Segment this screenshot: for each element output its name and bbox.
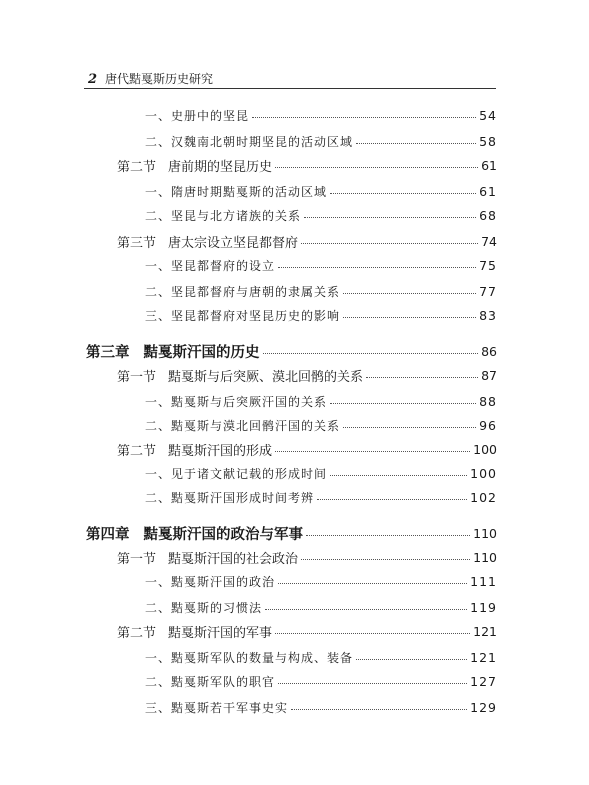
toc-page-number: 61 [479,183,497,199]
toc-entry-label [145,183,327,200]
toc-page-number: 100 [473,441,497,457]
dot-leader [330,193,476,194]
toc-item-row [145,647,497,667]
toc-item-row [145,305,497,325]
toc-page-number: 129 [470,699,497,715]
dot-leader [343,317,476,318]
page-number: 2 [88,72,98,87]
dot-leader [330,475,467,476]
toc-item-row [145,487,497,507]
toc-page-number: 75 [479,257,497,273]
toc-item-row [145,205,497,225]
toc-entry-title: 唐前期的坚昆历史 [168,159,273,175]
toc-page-number: 83 [479,307,497,323]
toc-entry-label [145,257,275,274]
toc-page-number: 121 [470,649,497,665]
header-rule [84,88,496,89]
dot-leader [356,143,476,144]
toc-entry-title: 三、黠戛斯若干军事史实 [145,700,289,715]
toc-entry-label [145,649,353,666]
dot-leader [343,427,476,428]
toc-entry-title: 二、黠戛斯的习惯法 [145,600,263,615]
toc-item-row [145,105,497,125]
toc-item-row [145,463,497,483]
toc-entry-title: 三、坚昆都督府对坚昆历史的影响 [145,308,341,323]
toc-section-row [117,365,497,385]
toc-entry-label [86,523,303,544]
dot-leader [366,377,478,378]
toc-page-number: 61 [481,157,497,173]
toc-entry-label [145,133,353,150]
toc-entry-number: 第四章 [86,525,130,543]
toc-entry-label [117,232,298,251]
dot-leader [306,535,470,536]
toc-entry-label [145,417,340,434]
toc-page-number: 86 [481,343,497,359]
toc-item-row [145,255,497,275]
toc-entry-title: 黠戛斯汗国的形成 [168,443,273,459]
toc-entry-number: 第一节 [117,369,157,385]
toc-page-number: 127 [470,673,497,689]
dot-leader [301,243,478,244]
dot-leader [252,117,476,118]
toc-entry-number: 第二节 [117,443,157,459]
dot-leader [275,451,470,452]
toc-entry-label [145,465,327,482]
toc-item-row [145,571,497,591]
toc-entry-title: 二、黠戛斯军队的职官 [145,674,276,689]
toc-section-row [117,621,497,641]
toc-page-number: 119 [470,599,497,615]
toc-entry-label [145,673,275,690]
running-header [88,70,213,87]
toc-entry-label [145,393,327,410]
toc-entry-label [117,366,363,385]
dot-leader [263,353,479,354]
toc-entry-label [145,699,288,716]
toc-page-number: 100 [470,465,497,481]
toc-page-number: 87 [481,367,497,383]
toc-section-row [117,155,497,175]
toc-page-number: 121 [473,623,497,639]
dot-leader [265,609,467,610]
toc-entry-title: 二、黠戛斯汗国形成时间考辨 [145,490,315,505]
toc-entry-label [145,207,301,224]
toc-entry-label [145,599,262,616]
toc-entry-title: 二、坚昆都督府与唐朝的隶属关系 [145,284,341,299]
toc-item-row [145,415,497,435]
toc-section-row [117,439,497,459]
book-title: 唐代黠戛斯历史研究 [105,72,214,86]
toc-item-row [145,181,497,201]
toc-entry-title: 唐太宗设立坚昆都督府 [168,235,299,251]
dot-leader [304,217,476,218]
dot-leader [278,267,476,268]
toc-entry-label [117,622,272,641]
toc-entry-number: 第三节 [117,235,157,251]
toc-entry-title: 黠戛斯汗国的历史 [143,343,260,361]
dot-leader [343,293,476,294]
dot-leader [330,403,476,404]
toc-entry-label [145,573,275,590]
toc-item-row [145,391,497,411]
dot-leader [317,499,467,500]
toc-item-row [145,697,497,717]
toc-entry-title: 二、黠戛斯与漠北回鹘汗国的关系 [145,418,341,433]
toc-entry-label [117,156,272,175]
toc-item-row [145,131,497,151]
toc-entry-title: 二、汉魏南北朝时期坚昆的活动区域 [145,134,354,149]
toc-entry-title: 黠戛斯汗国的社会政治 [168,551,299,567]
toc-entry-label [145,307,340,324]
dot-leader [301,559,470,560]
dot-leader [275,633,470,634]
toc-entry-title: 一、黠戛斯汗国的政治 [145,574,276,589]
dot-leader [278,683,467,684]
toc-entry-label [145,489,314,506]
toc-entry-title: 一、见于诸文献记载的形成时间 [145,466,328,481]
toc-page-number: 58 [479,133,497,149]
toc-page-number: 102 [470,489,497,505]
toc-page-number: 110 [473,549,497,565]
toc-entry-title: 二、坚昆与北方诸族的关系 [145,208,302,223]
toc-page-number: 74 [481,233,497,249]
toc-entry-number: 第三章 [86,343,130,361]
toc-entry-title: 黠戛斯汗国的军事 [168,625,273,641]
toc-page-number: 111 [470,573,497,589]
toc-entry-label [117,548,298,567]
toc-page-number: 88 [479,393,497,409]
toc-page-number: 77 [479,283,497,299]
toc-chapter-row [86,523,497,543]
toc-chapter-row [86,341,497,361]
toc-entry-title: 一、坚昆都督府的设立 [145,258,276,273]
dot-leader [278,583,467,584]
dot-leader [275,167,478,168]
toc-entry-number: 第二节 [117,625,157,641]
toc-entry-label [117,440,272,459]
toc-entry-title: 黠戛斯汗国的政治与军事 [143,525,303,543]
toc-entry-number: 第二节 [117,159,157,175]
toc-entry-number: 第一节 [117,551,157,567]
toc-entry-label [145,283,340,300]
toc-section-row [117,547,497,567]
toc-entry-title: 一、黠戛斯与后突厥汗国的关系 [145,394,328,409]
dot-leader [291,709,467,710]
toc-page-number: 96 [479,417,497,433]
toc-entry-title: 一、隋唐时期黠戛斯的活动区域 [145,184,328,199]
toc-entry-title: 黠戛斯与后突厥、漠北回鹘的关系 [168,369,364,385]
toc-page-number: 110 [473,525,497,541]
dot-leader [356,659,467,660]
toc-entry-label [145,107,249,124]
toc-item-row [145,671,497,691]
toc-entry-title: 一、史册中的坚昆 [145,108,250,123]
toc-entry-label [86,341,260,362]
toc-section-row [117,231,497,251]
toc-page-number: 54 [479,107,497,123]
toc-page-number: 68 [479,207,497,223]
toc-item-row [145,281,497,301]
toc-entry-title: 一、黠戛斯军队的数量与构成、装备 [145,650,354,665]
toc-item-row [145,597,497,617]
